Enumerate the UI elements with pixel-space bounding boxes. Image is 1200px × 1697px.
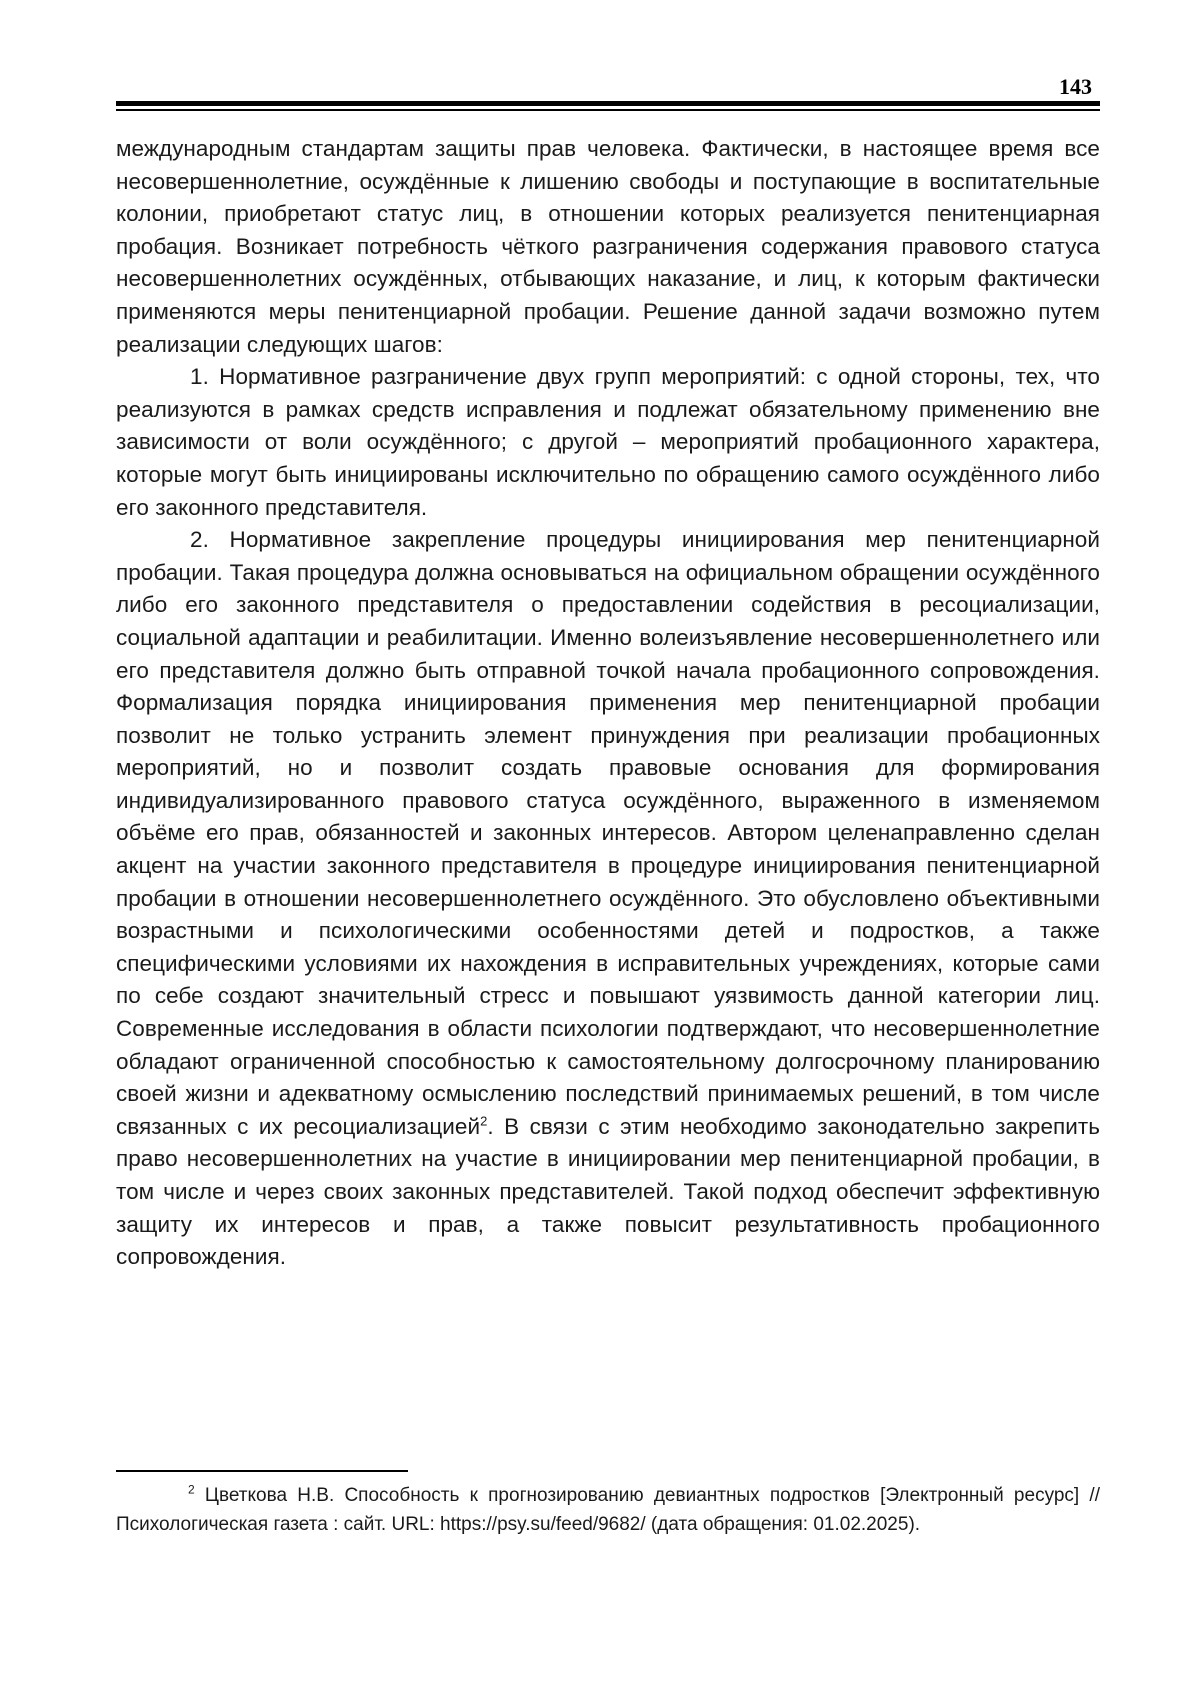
footnote-reference[interactable]: 2 <box>480 1113 488 1129</box>
footnote <box>116 1482 1100 1539</box>
header-rule-thin <box>116 109 1100 111</box>
footnote-text: Цветкова Н.В. Способность к прогнозированию девиантных подростков [Электронный ресурс] // Психологическая газета : сайт. URL: https://psy.su/feed/9682/ (дата обращения: 01.02.2025). <box>116 1485 1100 1535</box>
paragraph-2: 1. Нормативное разграничение двух групп мероприятий: с одной стороны, тех, что реализуются в рамках средств исправления и подлежат обязательному применению вне зависимости от воли осуждённого; с другой – мероприятий пробационного характера, которые могут быть инициированы исключительно по обращению самого осуждённого либо его законного представителя. <box>116 364 1100 520</box>
header-rule-thick <box>116 101 1100 106</box>
footnote-separator <box>116 1470 408 1472</box>
paragraph-3-text-before-ref: 2. Нормативное закрепление процедуры инициирования мер пенитенциарной пробации. Такая процедура должна основываться на официальном обращении осуждённого либо его законного представителя о предоставлении содействия в ресоциализации, социальной адаптации и реабилитации. Именно волеизъявление несовершеннолетнего или его представителя должно быть отправной точкой начала пробационного сопровождения. Формализация порядка инициирования применения мер пенитенциарной пробации позволит не только устранить элемент принуждения при реализации пробационных мероприятий, но и позволит создать правовые основания для формирования индивидуализированного правового статуса осуждённого, выраженного в изменяемом объёме его прав, обязанностей и законных интересов. Автором целенаправленно сделан акцент на участии законного представителя в процедуре инициирования пенитенциарной пробации в отношении несовершеннолетнего осуждённого. Это обусловлено объективными возрастными и психологическими особенностями детей и подростков, а также специфическими условиями их нахождения в исправительных учреждениях, которые сами по себе создают значительный стресс и повышают уязвимость данной категории лиц. Современные исследования в области психологии подтверждают, что несовершеннолетние обладают ограниченной способностью к самостоятельному долгосрочному планированию своей жизни и адекватному осмыслению последствий принимаемых решений, в том числе связанных с их ресоциализацией <box>116 527 1100 1139</box>
body-text <box>116 133 1100 1274</box>
paragraph-3 <box>116 524 1100 1274</box>
paragraph-3-text-after-ref: . В связи с этим необходимо законодательно закрепить право несовершеннолетних на участие в инициировании мер пенитенциарной пробации, в том числе и через своих законных представителей. Такой подход обеспечит эффективную защиту их интересов и прав, а также повысит результативность пробационного сопровождения. <box>116 1113 1100 1270</box>
page-number: 143 <box>1059 74 1092 99</box>
paragraph-1: международным стандартам защиты прав человека. Фактически, в настоящее время все несовершеннолетние, осуждённые к лишению свободы и поступающие в воспитательные колонии, приобретают статус лиц, в отношении которых реализуется пенитенциарная пробация. Возникает потребность чёткого разграничения содержания правового статуса несовершеннолетних осуждённых, отбывающих наказание, и лиц, к которым фактически применяются меры пенитенциарной пробации. Решение данной задачи возможно путем реализации следующих шагов: <box>116 136 1100 357</box>
footnote-marker: 2 <box>188 1482 195 1497</box>
